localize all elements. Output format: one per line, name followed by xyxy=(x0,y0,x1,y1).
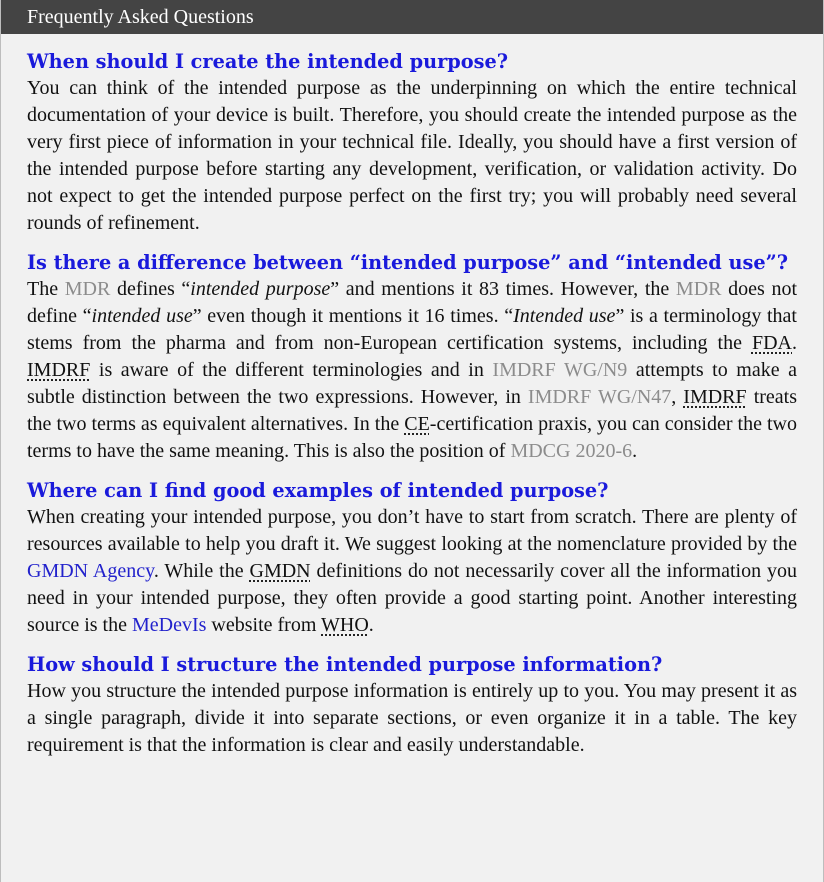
imdrf-n9-reference[interactable]: IMDRF WG/N9 xyxy=(492,359,628,381)
mdcg-reference[interactable]: MDCG 2020-6 xyxy=(510,440,633,462)
answer-text: is aware of the different terminologies and in xyxy=(90,359,493,381)
faq-answer: How you structure the intended purpose information is entirely up to you. You may present it as a single paragraph, divide it into separate sections, or even organize it in a table. The key requirement is that the information is clear and easily understandable. xyxy=(27,680,797,756)
faq-answer xyxy=(27,276,797,465)
gmdn-abbreviation[interactable]: GMDN xyxy=(249,560,311,582)
answer-text: The xyxy=(27,278,65,300)
answer-text: attempts to make a subtle distinction between the two expressions. However, in xyxy=(27,359,797,408)
answer-text: , xyxy=(671,386,684,408)
mdr-reference[interactable]: MDR xyxy=(675,278,722,300)
medevis-link[interactable]: MeDevIs xyxy=(131,614,207,636)
faq-question: Is there a difference between “intended purpose” and “intended use”? xyxy=(27,251,789,274)
imdrf-abbreviation[interactable]: IMDRF xyxy=(27,359,91,381)
answer-text: definitions do not necessarily cover all the information you need in your intended purpose, they often provide a good starting point. Another interesting source is the xyxy=(27,560,797,636)
faq-content xyxy=(1,34,823,759)
answer-text: . xyxy=(792,332,797,354)
faq-item xyxy=(27,477,797,639)
answer-text: ” and mentions it 83 times. However, the xyxy=(330,278,676,300)
emphasis-term: intended purpose xyxy=(190,278,331,300)
answer-text: website from xyxy=(206,614,322,636)
imdrf-n47-reference[interactable]: IMDRF WG/N47 xyxy=(527,386,672,408)
answer-text: . While the xyxy=(153,560,250,582)
who-abbreviation[interactable]: WHO xyxy=(321,614,369,636)
answer-text: When creating your intended purpose, you don’t have to start from scratch. There are plenty of resources available to help you draft it. We suggest looking at the nomenclature provided by the xyxy=(27,506,797,555)
mdr-reference[interactable]: MDR xyxy=(64,278,111,300)
answer-text: ” is a terminology that stems from the pharma and from non-European certification systems, including the xyxy=(27,305,797,354)
ce-abbreviation[interactable]: CE xyxy=(404,413,430,435)
answer-text: -certification praxis, you can consider the two terms to have the same meaning. This is also the position of xyxy=(27,413,797,462)
fda-abbreviation[interactable]: FDA xyxy=(751,332,792,354)
faq-item xyxy=(27,48,797,237)
imdrf-abbreviation[interactable]: IMDRF xyxy=(683,386,747,408)
faq-answer xyxy=(27,504,797,639)
faq-question: How should I structure the intended purpose information? xyxy=(27,653,663,676)
faq-item xyxy=(27,651,797,759)
faq-title: Frequently Asked Questions xyxy=(1,0,823,34)
answer-text: ” even though it mentions it 16 times. “ xyxy=(192,305,514,327)
emphasis-term: intended use xyxy=(91,305,193,327)
answer-text: . xyxy=(368,614,374,636)
answer-text: does not define “ xyxy=(27,278,798,327)
answer-text: . xyxy=(632,440,638,462)
answer-text: defines “ xyxy=(110,278,191,300)
faq-item xyxy=(27,249,797,465)
gmdn-agency-link[interactable]: GMDN Agency xyxy=(27,560,154,582)
faq-question: When should I create the intended purpose? xyxy=(27,50,509,73)
answer-text: treats the two terms as equivalent alternatives. In the xyxy=(27,386,797,435)
faq-question: Where can I find good examples of intended purpose? xyxy=(27,479,609,502)
emphasis-term: Intended use xyxy=(513,305,616,327)
faq-answer: You can think of the intended purpose as the underpinning on which the entire technical documentation of your device is built. Therefore, you should create the intended purpose as the very first piece of information in your technical file. Ideally, you should have a first version of the intended purpose before starting any development, verification, or validation activity. Do not expect to get the intended purpose perfect on the first try; you will probably need several rounds of refinement. xyxy=(27,77,797,234)
